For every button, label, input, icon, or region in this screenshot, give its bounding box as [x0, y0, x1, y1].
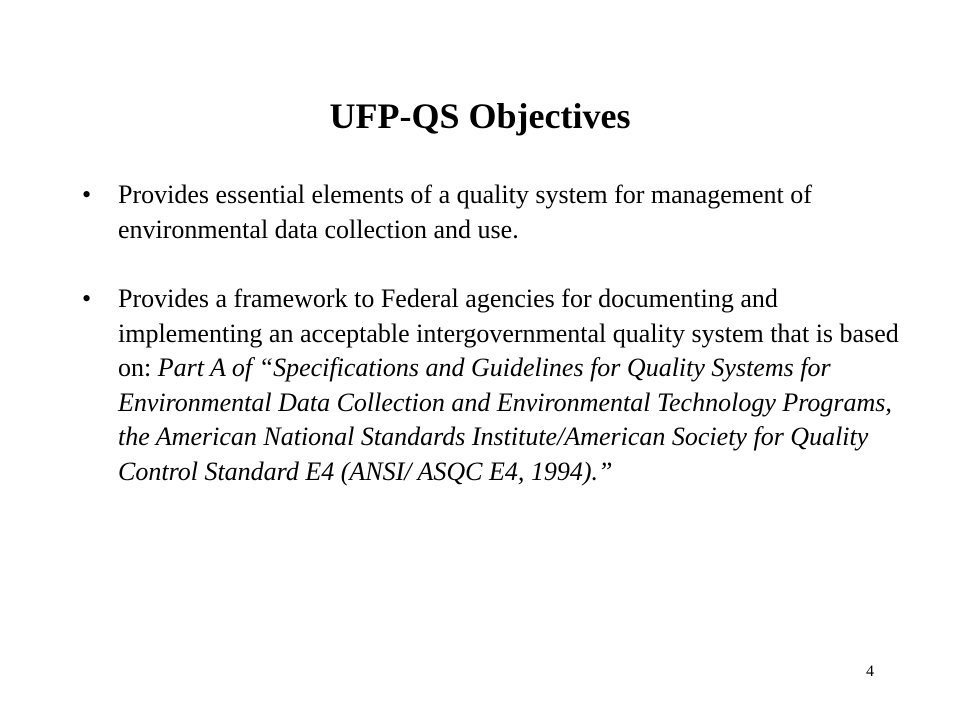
bullet-text: Provides a framework to Federal agencies for documenting and implementing an acceptable intergovernmental quality system that is based on: — [118, 284, 899, 382]
slide-title: UFP-QS Objectives — [329, 96, 631, 136]
bullet-icon: • — [82, 284, 92, 313]
page-number: 4 — [866, 663, 874, 680]
bullet-item-framework — [82, 282, 902, 489]
bullet-citation-text: Part A of “Specifications and Guidelines for Quality Systems for Environmental Data Collection and Environmental Technology Programs, the American National Standards Institute/American Society for Quality Control Standard E4 (ANSI/ ASQC E4, 1994).” — [118, 353, 892, 486]
bullet-list — [82, 178, 902, 489]
bullet-item-quality-system-elements — [82, 178, 902, 247]
bullet-icon: • — [82, 180, 92, 209]
bullet-text: Provides essential elements of a quality system for management of environmental data collection and use. — [118, 180, 812, 244]
